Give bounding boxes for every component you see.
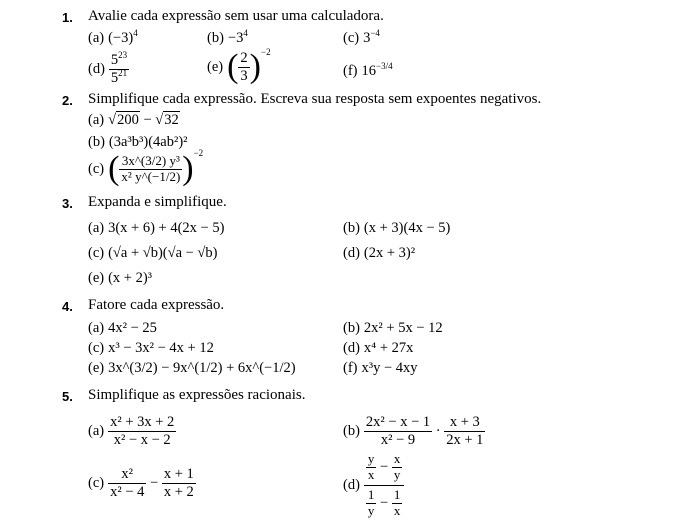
numerator: 1 — [367, 486, 375, 502]
numerator: 2 — [240, 50, 248, 66]
fraction — [108, 414, 176, 448]
sqrt-icon: √ — [108, 112, 117, 128]
num-base: 5 — [110, 52, 119, 68]
item-label: (c) — [88, 245, 105, 261]
problem-3b — [343, 221, 450, 236]
item-label: (c) — [88, 474, 105, 491]
denominator: x — [393, 502, 401, 518]
item-label: (f) — [343, 63, 358, 79]
right-paren: ) — [182, 150, 194, 187]
problem-2c — [88, 148, 204, 187]
problem-5c — [88, 466, 196, 500]
expression: x³ − 3x² − 4x + 12 — [108, 340, 214, 356]
item-label: (d) — [88, 60, 105, 77]
problem-2b — [88, 135, 188, 150]
problem-4c — [88, 341, 214, 356]
numerator: x + 1 — [163, 466, 194, 482]
problem-1e — [207, 46, 271, 86]
denominator: x² − 4 — [110, 483, 145, 500]
outer-exp: −2 — [261, 46, 271, 57]
denominator: 3 — [240, 67, 248, 84]
expr-base: 16 — [361, 63, 376, 79]
item-label: (b) — [343, 320, 360, 336]
item-label: (a) — [88, 220, 105, 236]
item-label: (d) — [343, 477, 360, 494]
problem-5b — [343, 414, 485, 448]
item-label: (b) — [343, 422, 360, 439]
problem-3a — [88, 221, 224, 236]
numerator: x² — [121, 466, 134, 482]
complex-denominator — [364, 485, 404, 519]
denominator: 2x + 1 — [446, 431, 484, 448]
item-label: (d) — [343, 340, 360, 356]
item-label: (e) — [88, 360, 105, 376]
small-fraction — [366, 452, 377, 483]
problem-1-number: 1. — [62, 10, 73, 25]
expression: (2x + 3)² — [363, 245, 416, 261]
operator: − — [150, 474, 159, 491]
problem-5d — [343, 452, 404, 519]
operator: · — [435, 422, 441, 439]
fraction — [119, 154, 182, 185]
problem-3-heading: Expanda e simplifique. — [88, 194, 227, 210]
problem-5-heading: Simplifique as expressões racionais. — [88, 387, 306, 403]
expression: (x + 2)³ — [108, 270, 153, 286]
item-label: (a) — [88, 112, 105, 128]
den-exp: 21 — [118, 67, 128, 78]
expression: x³y − 4xy — [361, 360, 418, 376]
expr-base: −3 — [227, 30, 244, 46]
expression: x⁴ + 27x — [363, 340, 414, 356]
problem-1a — [88, 28, 138, 46]
item-label: (b) — [88, 134, 105, 150]
expression: (3a³b³)(4ab²)² — [108, 134, 188, 150]
problem-4f — [343, 361, 418, 376]
problem-4-heading: Fatore cada expressão. — [88, 297, 225, 313]
small-fraction — [366, 488, 377, 519]
numerator: y — [367, 451, 375, 466]
denominator: x² − x − 2 — [108, 431, 176, 449]
item-label: (c) — [88, 340, 105, 356]
problem-4-number: 4. — [62, 299, 73, 314]
problem-5-number: 5. — [62, 389, 73, 404]
fraction-2 — [444, 414, 485, 448]
item-label: (b) — [343, 220, 360, 236]
problem-3c — [88, 246, 217, 261]
problem-4e — [88, 361, 296, 376]
radicand-2: 32 — [164, 112, 179, 128]
problem-1d — [88, 52, 129, 86]
num-exp: 23 — [118, 50, 128, 60]
expression: (√a + √b)(√a − √b) — [108, 245, 218, 261]
operator: − — [380, 494, 389, 511]
complex-numerator — [364, 452, 404, 485]
expression: 3x^(3/2) − 9x^(1/2) + 6x^(−1/2) — [108, 360, 296, 376]
sqrt-icon: √ — [155, 112, 164, 128]
problem-5a — [88, 414, 176, 448]
item-label: (c) — [343, 30, 360, 46]
problem-4b — [343, 321, 443, 336]
problem-1c — [343, 28, 380, 46]
numerator: x + 3 — [449, 414, 480, 430]
denominator: x² y^(−1/2) — [121, 168, 181, 184]
fraction-1 — [108, 466, 146, 500]
expr-exp: −4 — [370, 28, 380, 38]
operator: − — [143, 112, 152, 128]
expression: (x + 3)(4x − 5) — [363, 220, 451, 236]
complex-fraction — [364, 452, 404, 519]
expr-base: (−3) — [108, 30, 134, 46]
item-label: (e) — [207, 58, 224, 75]
item-label: (a) — [88, 30, 105, 46]
problem-2-number: 2. — [62, 93, 73, 108]
item-label: (a) — [88, 320, 105, 336]
problem-4d — [343, 341, 413, 356]
outer-exp: −2 — [193, 148, 204, 159]
expr-base: 3 — [363, 30, 371, 46]
numerator: 3x^(3/2) y³ — [121, 152, 180, 168]
problem-4a — [88, 321, 157, 336]
fraction-1 — [364, 414, 432, 448]
fraction — [238, 50, 249, 84]
problem-2-heading: Simplifique cada expressão. Escreva sua resposta sem expoentes negativos. — [88, 91, 542, 107]
left-paren: ( — [108, 150, 120, 187]
fraction — [109, 52, 129, 86]
problem-2a — [88, 113, 180, 128]
item-label: (f) — [343, 360, 358, 376]
small-fraction — [392, 452, 403, 483]
denominator: x + 2 — [163, 483, 194, 500]
right-paren: ) — [249, 48, 261, 86]
problem-3-number: 3. — [62, 196, 73, 211]
item-label: (a) — [88, 422, 105, 439]
expression: 4x² − 25 — [108, 320, 157, 336]
expression: 2x² + 5x − 12 — [363, 320, 443, 336]
problem-3d — [343, 246, 415, 261]
left-paren: ( — [227, 48, 239, 86]
expr-exp: −3/4 — [376, 61, 393, 71]
denominator: x — [367, 466, 375, 482]
denominator: x² − 9 — [364, 431, 432, 449]
numerator: x — [393, 451, 401, 466]
problem-1b — [207, 28, 248, 46]
item-label: (d) — [343, 245, 360, 261]
expr-exp: 4 — [133, 28, 138, 38]
numerator: x² + 3x + 2 — [110, 414, 175, 430]
operator: − — [380, 459, 389, 476]
item-label: (e) — [88, 270, 105, 286]
radicand-1: 200 — [117, 112, 139, 128]
small-fraction — [392, 488, 403, 519]
item-label: (b) — [207, 30, 224, 46]
problem-1f — [343, 61, 393, 79]
expr-exp: 4 — [243, 28, 248, 38]
problem-1-heading: Avalie cada expressão sem usar uma calculadora. — [88, 8, 384, 24]
numerator: 2x² − x − 1 — [365, 414, 431, 430]
expression: 3(x + 6) + 4(2x − 5) — [108, 220, 225, 236]
denominator: y — [367, 502, 375, 518]
denominator: y — [393, 466, 401, 482]
den-base: 5 — [110, 69, 119, 86]
item-label: (c) — [88, 160, 105, 177]
fraction-2 — [162, 466, 196, 500]
problem-3e — [88, 271, 152, 286]
numerator: 1 — [393, 486, 401, 502]
